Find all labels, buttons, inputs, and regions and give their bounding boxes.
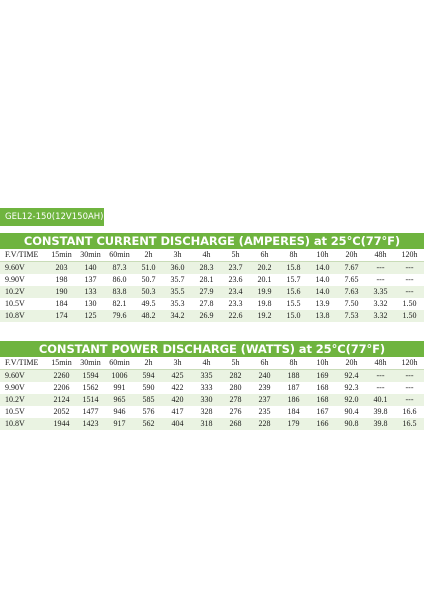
value-cell: 125 [76, 310, 105, 322]
value-cell: 35.5 [163, 286, 192, 298]
value-cell: 590 [142, 383, 155, 392]
value-cell: 946 [113, 407, 126, 416]
value-cell: 333 [200, 383, 213, 392]
value-cell: 576 [142, 407, 155, 416]
value-cell: 282 [221, 370, 250, 383]
value-cell: 1.50 [395, 310, 424, 322]
value-cell: 2206 [53, 383, 70, 392]
value-cell: 562 [134, 418, 163, 430]
value-cell: 425 [163, 370, 192, 383]
value-cell: 228 [250, 418, 279, 430]
value-cell: 34.2 [163, 310, 192, 322]
value-cell: 15.6 [279, 286, 308, 298]
value-cell: 90.8 [337, 418, 366, 430]
value-cell: 35.3 [170, 299, 185, 308]
value-cell: --- [376, 275, 385, 284]
value-cell: 50.7 [141, 275, 156, 284]
voltage-cell: 9.90V [5, 275, 25, 284]
value-cell: 87.3 [105, 262, 134, 275]
column-header: 48h [366, 249, 395, 262]
column-header: 6h [250, 357, 279, 370]
value-cell: 422 [171, 383, 184, 392]
value-cell: 276 [229, 407, 242, 416]
value-cell: 1514 [76, 394, 105, 406]
column-header: 10h [308, 357, 337, 370]
current-discharge-table [0, 249, 424, 322]
value-cell: 3.32 [373, 299, 388, 308]
column-header: 30min [76, 249, 105, 262]
value-cell: 184 [55, 299, 68, 308]
model-label: GEL12-150(12V150AH) [0, 208, 104, 226]
value-cell: 23.3 [228, 299, 243, 308]
value-cell: 137 [84, 275, 97, 284]
value-cell: 965 [105, 394, 134, 406]
value-cell: --- [366, 262, 395, 275]
value-cell: 16.5 [395, 418, 424, 430]
column-header: 3h [163, 249, 192, 262]
value-cell: 235 [258, 407, 271, 416]
column-header: 120h [395, 357, 424, 370]
column-header: 20h [337, 357, 366, 370]
current-discharge-title: CONSTANT CURRENT DISCHARGE (AMPERES) at 25°C(77°F) [0, 233, 424, 249]
value-cell: 23.4 [221, 286, 250, 298]
value-cell: 168 [308, 394, 337, 406]
value-cell: 20.1 [257, 275, 272, 284]
column-header: 4h [192, 249, 221, 262]
column-header: 15min [47, 249, 76, 262]
value-cell: 328 [200, 407, 213, 416]
value-cell: 1562 [82, 383, 99, 392]
table-row [0, 274, 424, 286]
value-cell: 186 [279, 394, 308, 406]
value-cell: 19.8 [257, 299, 272, 308]
voltage-cell: 10.2V [0, 286, 47, 298]
value-cell: 86.0 [112, 275, 127, 284]
value-cell: 39.8 [373, 407, 388, 416]
value-cell: 404 [163, 418, 192, 430]
table-row [0, 262, 424, 275]
column-header: 6h [250, 249, 279, 262]
column-header: 10h [308, 249, 337, 262]
value-cell: --- [376, 383, 385, 392]
power-discharge-table [0, 357, 424, 430]
table-row [0, 382, 424, 394]
value-cell: 82.1 [112, 299, 127, 308]
value-cell: 280 [229, 383, 242, 392]
value-cell: 133 [76, 286, 105, 298]
value-cell: --- [405, 275, 414, 284]
voltage-cell: 9.90V [5, 383, 25, 392]
table-header-row [0, 357, 424, 370]
column-header: 5h [221, 249, 250, 262]
value-cell: --- [366, 370, 395, 383]
value-cell: 15.0 [279, 310, 308, 322]
value-cell: 169 [308, 370, 337, 383]
value-cell: 14.0 [308, 262, 337, 275]
current-discharge-body [0, 249, 424, 322]
value-cell: 19.9 [250, 286, 279, 298]
power-discharge-panel [0, 341, 424, 430]
value-cell: 335 [192, 370, 221, 383]
value-cell: 35.7 [170, 275, 185, 284]
value-cell: 240 [250, 370, 279, 383]
value-cell: 1.50 [402, 299, 417, 308]
value-cell: 318 [192, 418, 221, 430]
value-cell: 3.32 [366, 310, 395, 322]
power-discharge-body [0, 357, 424, 430]
column-header: F.V/TIME [0, 357, 47, 370]
value-cell: 90.4 [344, 407, 359, 416]
value-cell: 7.50 [344, 299, 359, 308]
value-cell: 330 [192, 394, 221, 406]
column-header: 8h [279, 357, 308, 370]
value-cell: 40.1 [366, 394, 395, 406]
value-cell: 50.3 [134, 286, 163, 298]
voltage-cell: 10.2V [0, 394, 47, 406]
value-cell: 20.2 [250, 262, 279, 275]
table-row [0, 286, 424, 298]
table-row [0, 370, 424, 383]
value-cell: 92.0 [337, 394, 366, 406]
value-cell: 417 [171, 407, 184, 416]
value-cell: 28.1 [199, 275, 214, 284]
value-cell: 13.9 [315, 299, 330, 308]
value-cell: 15.7 [286, 275, 301, 284]
column-header: 120h [395, 249, 424, 262]
value-cell: 594 [134, 370, 163, 383]
value-cell: 187 [287, 383, 300, 392]
voltage-cell: 10.5V [5, 299, 25, 308]
column-header: 5h [221, 357, 250, 370]
value-cell: 15.8 [279, 262, 308, 275]
value-cell: 1006 [105, 370, 134, 383]
voltage-cell: 10.8V [0, 418, 47, 430]
table-row [0, 298, 424, 310]
value-cell: 1477 [82, 407, 99, 416]
value-cell: 28.3 [192, 262, 221, 275]
column-header: 15min [47, 357, 76, 370]
value-cell: 991 [113, 383, 126, 392]
value-cell: 190 [47, 286, 76, 298]
column-header: 48h [366, 357, 395, 370]
value-cell: 14.0 [308, 286, 337, 298]
current-discharge-panel [0, 233, 424, 322]
value-cell: 92.3 [344, 383, 359, 392]
value-cell: 23.7 [221, 262, 250, 275]
value-cell: 1594 [76, 370, 105, 383]
value-cell: 2124 [47, 394, 76, 406]
column-header: 60min [105, 357, 134, 370]
value-cell: 15.5 [286, 299, 301, 308]
value-cell: 198 [55, 275, 68, 284]
value-cell: 268 [221, 418, 250, 430]
value-cell: 39.8 [366, 418, 395, 430]
value-cell: 167 [316, 407, 329, 416]
table-header-row [0, 249, 424, 262]
value-cell: 26.9 [192, 310, 221, 322]
column-header: F.V/TIME [0, 249, 47, 262]
voltage-cell: 10.8V [0, 310, 47, 322]
value-cell: 130 [84, 299, 97, 308]
value-cell: 239 [258, 383, 271, 392]
column-header: 8h [279, 249, 308, 262]
voltage-cell: 9.60V [0, 262, 47, 275]
value-cell: 19.2 [250, 310, 279, 322]
value-cell: 83.8 [105, 286, 134, 298]
voltage-cell: 9.60V [0, 370, 47, 383]
value-cell: 237 [250, 394, 279, 406]
voltage-cell: 10.5V [5, 407, 25, 416]
value-cell: 7.67 [337, 262, 366, 275]
value-cell: 7.63 [337, 286, 366, 298]
column-header: 30min [76, 357, 105, 370]
value-cell: 23.6 [228, 275, 243, 284]
table-row [0, 418, 424, 430]
value-cell: 22.6 [221, 310, 250, 322]
value-cell: 188 [279, 370, 308, 383]
value-cell: 13.8 [308, 310, 337, 322]
value-cell: 27.9 [192, 286, 221, 298]
table-row [0, 406, 424, 418]
value-cell: 1423 [76, 418, 105, 430]
value-cell: 14.0 [315, 275, 330, 284]
value-cell: --- [395, 286, 424, 298]
value-cell: 49.5 [141, 299, 156, 308]
value-cell: 3.35 [366, 286, 395, 298]
value-cell: 16.6 [402, 407, 417, 416]
value-cell: 2260 [47, 370, 76, 383]
value-cell: 2052 [53, 407, 70, 416]
column-header: 60min [105, 249, 134, 262]
value-cell: 179 [279, 418, 308, 430]
value-cell: --- [395, 394, 424, 406]
value-cell: 184 [287, 407, 300, 416]
value-cell: 585 [134, 394, 163, 406]
column-header: 2h [134, 357, 163, 370]
value-cell: 51.0 [134, 262, 163, 275]
value-cell: 7.53 [337, 310, 366, 322]
value-cell: 278 [221, 394, 250, 406]
value-cell: 48.2 [134, 310, 163, 322]
value-cell: 27.8 [199, 299, 214, 308]
value-cell: 168 [316, 383, 329, 392]
value-cell: 420 [163, 394, 192, 406]
value-cell: 92.4 [337, 370, 366, 383]
value-cell: 1944 [47, 418, 76, 430]
value-cell: --- [405, 383, 414, 392]
value-cell: 203 [47, 262, 76, 275]
column-header: 2h [134, 249, 163, 262]
table-row [0, 310, 424, 322]
value-cell: 140 [76, 262, 105, 275]
value-cell: 79.6 [105, 310, 134, 322]
value-cell: --- [395, 370, 424, 383]
power-discharge-title: CONSTANT POWER DISCHARGE (WATTS) at 25°C(77°F) [0, 341, 424, 357]
value-cell: 7.65 [344, 275, 359, 284]
column-header: 3h [163, 357, 192, 370]
value-cell: 917 [105, 418, 134, 430]
value-cell: 36.0 [163, 262, 192, 275]
column-header: 4h [192, 357, 221, 370]
column-header: 20h [337, 249, 366, 262]
table-row [0, 394, 424, 406]
value-cell: 174 [47, 310, 76, 322]
value-cell: --- [395, 262, 424, 275]
value-cell: 166 [308, 418, 337, 430]
